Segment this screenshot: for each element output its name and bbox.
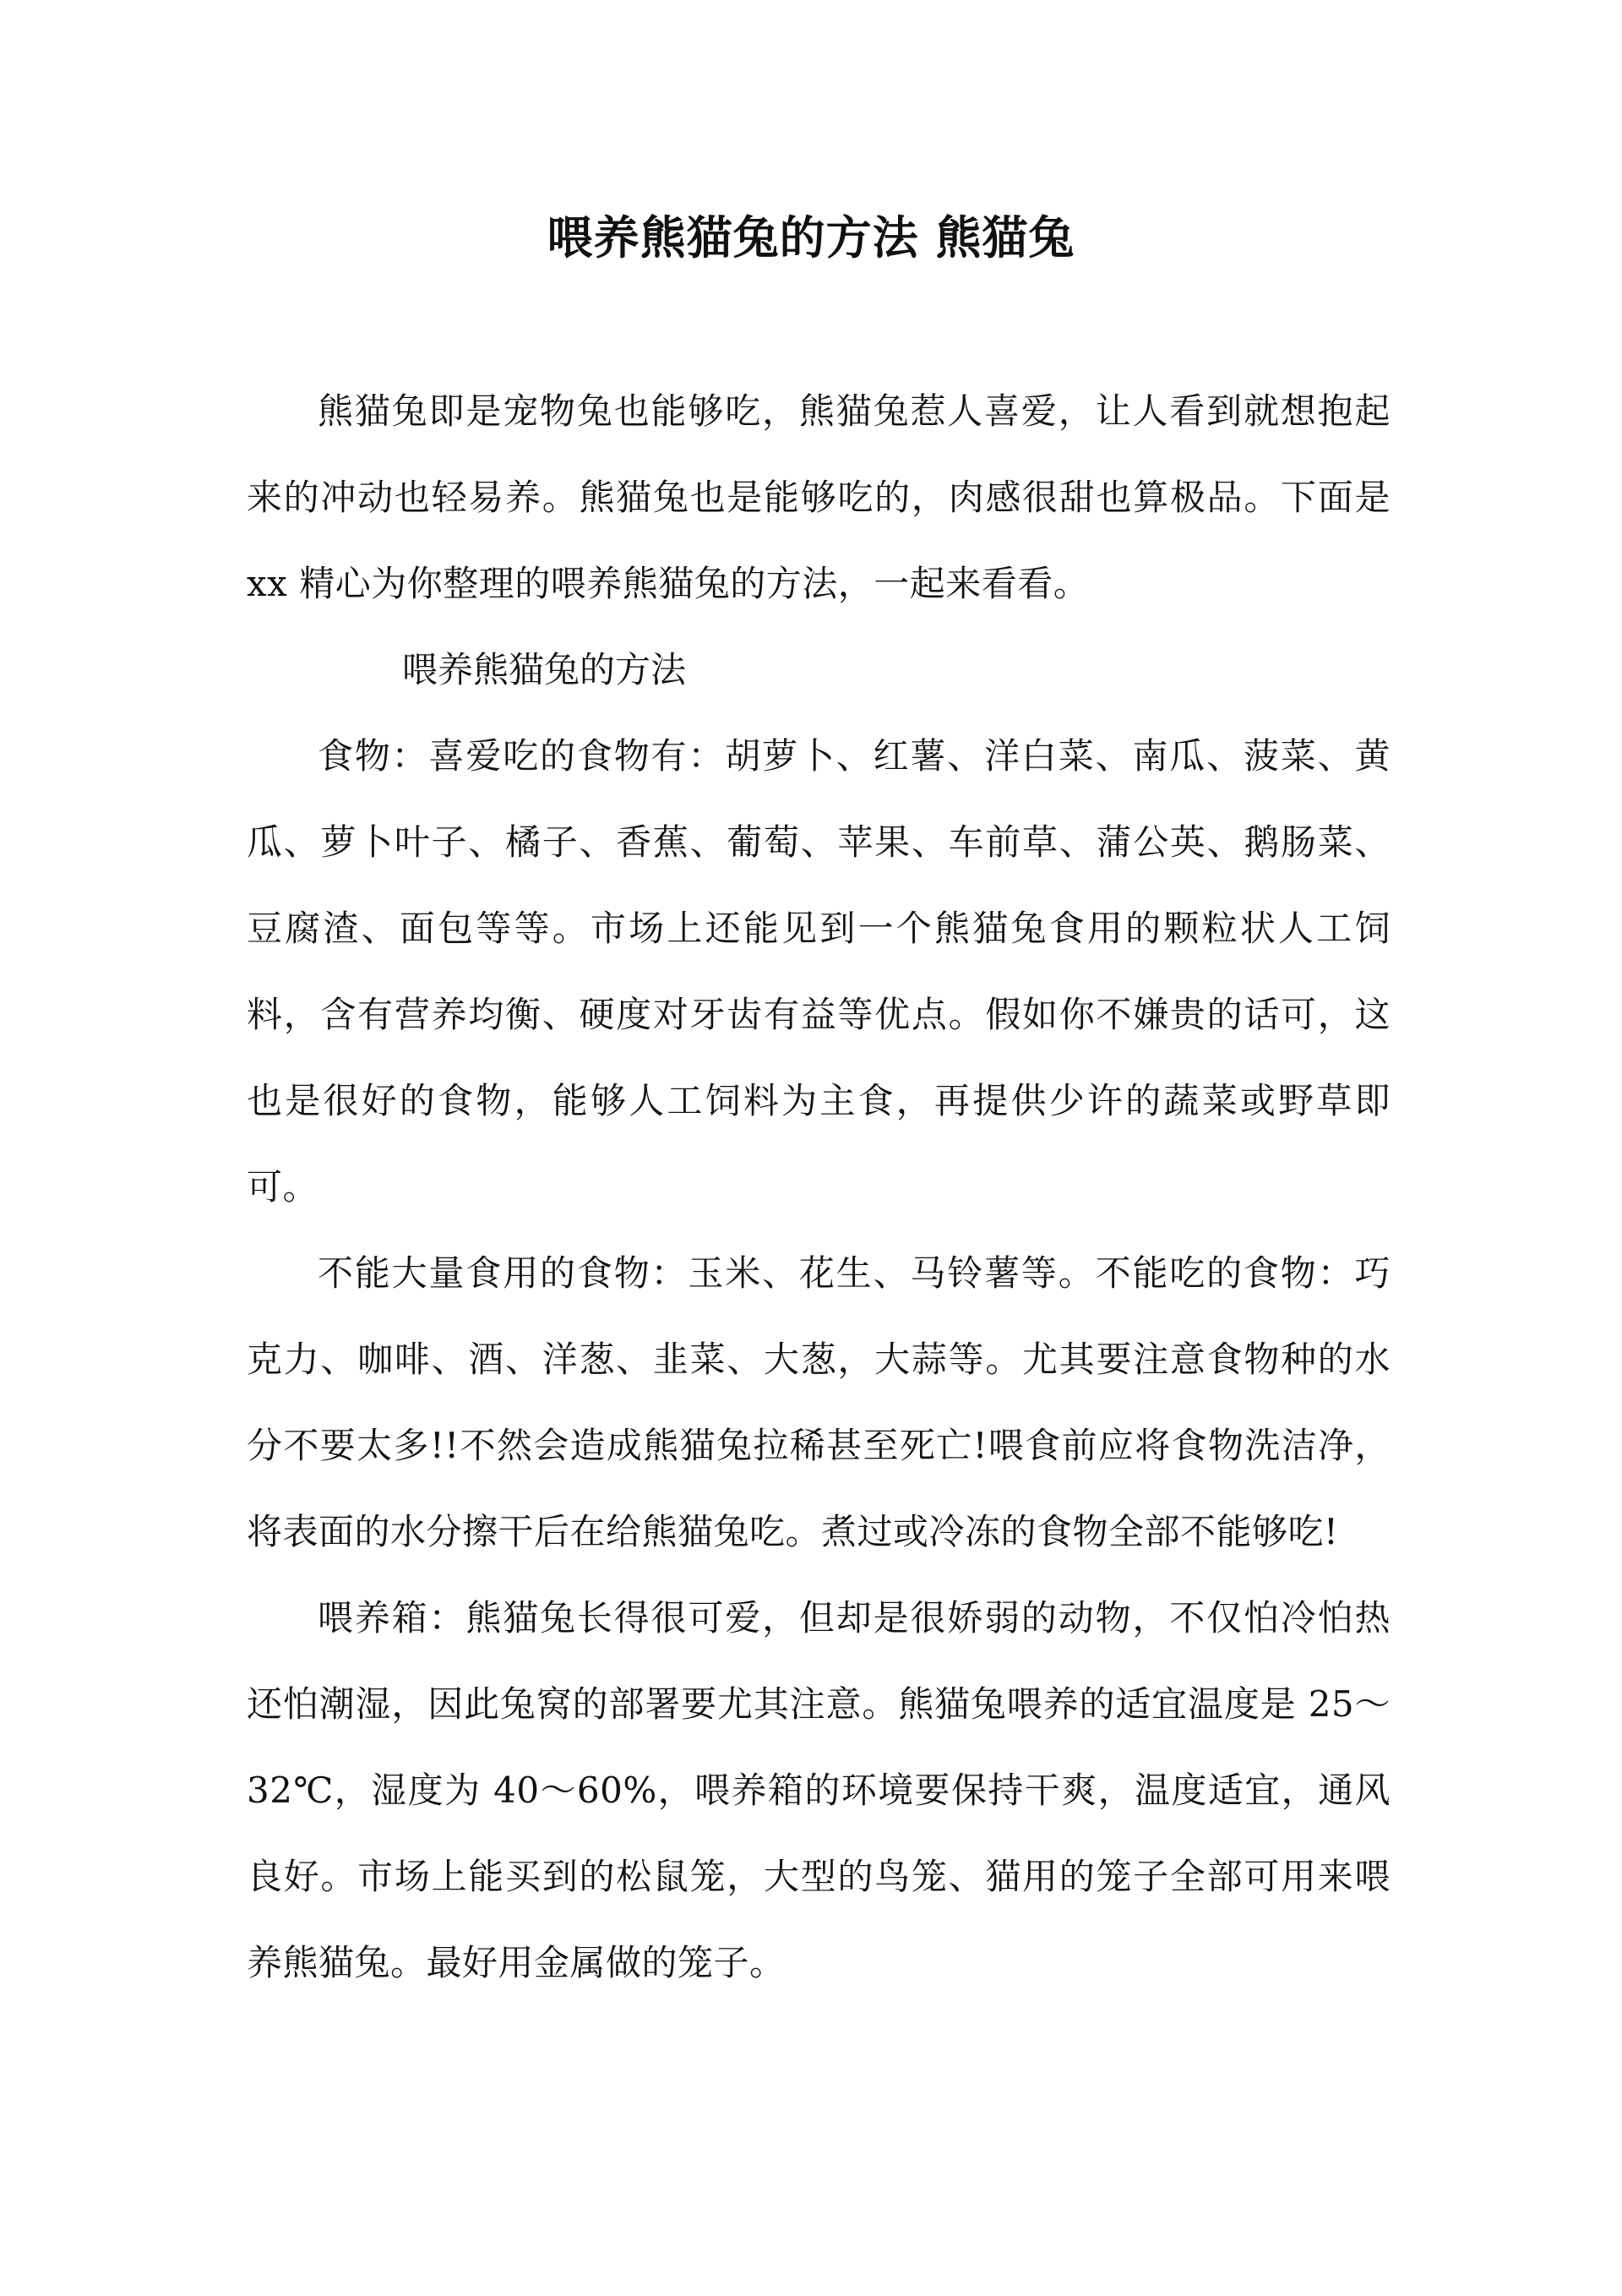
forbidden-food-paragraph: 不能大量食用的食物：玉米、花生、马铃薯等。不能吃的食物：巧克力、咖啡、酒、洋葱、韭菜、大葱，大蒜等。尤其要注意食物种的水分不要太多!!不然会造成熊猫兔拉稀甚至死亡!喂食前应将食物洗洁净，将表面的水分擦干后在给熊猫兔吃。煮过或冷冻的食物全部不能够吃! [247,1252,1391,1552]
cage-paragraph: 喂养箱：熊猫兔长得很可爱，但却是很娇弱的动物，不仅怕冷怕热还怕潮湿，因此兔窝的部署要尤其注意。熊猫兔喂养的适宜温度是 25～32℃，湿度为 40～60%，喂养箱的环境要保持干爽，温度适宜，通风良好。市场上能买到的松鼠笼，大型的鸟笼、猫用的笼子全部可用来喂养熊猫兔。最好用金属做的笼子。 [247,1597,1391,1983]
food-paragraph: 食物：喜爱吃的食物有：胡萝卜、红薯、洋白菜、南瓜、菠菜、黄瓜、萝卜叶子、橘子、香蕉、葡萄、苹果、车前草、蒲公英、鹅肠菜、豆腐渣、面包等等。市场上还能见到一个熊猫兔食用的颗粒状人工饲料，含有营养均衡、硬度对牙齿有益等优点。假如你不嫌贵的话可，这也是很好的食物，能够人工饲料为主食，再提供少许的蔬菜或野草即可。 [247,735,1391,1208]
intro-paragraph: 熊猫兔即是宠物兔也能够吃，熊猫兔惹人喜爱，让人看到就想抱起来的冲动也轻易养。熊猫兔也是能够吃的，肉感很甜也算极品。下面是 xx 精心为你整理的喂养熊猫兔的方法，一起来看看。 [247,390,1391,604]
document-title: 喂养熊猫兔的方法 熊猫兔 [547,210,1075,265]
document-body [247,368,1391,2006]
section-heading: 喂养熊猫兔的方法 [402,649,687,690]
